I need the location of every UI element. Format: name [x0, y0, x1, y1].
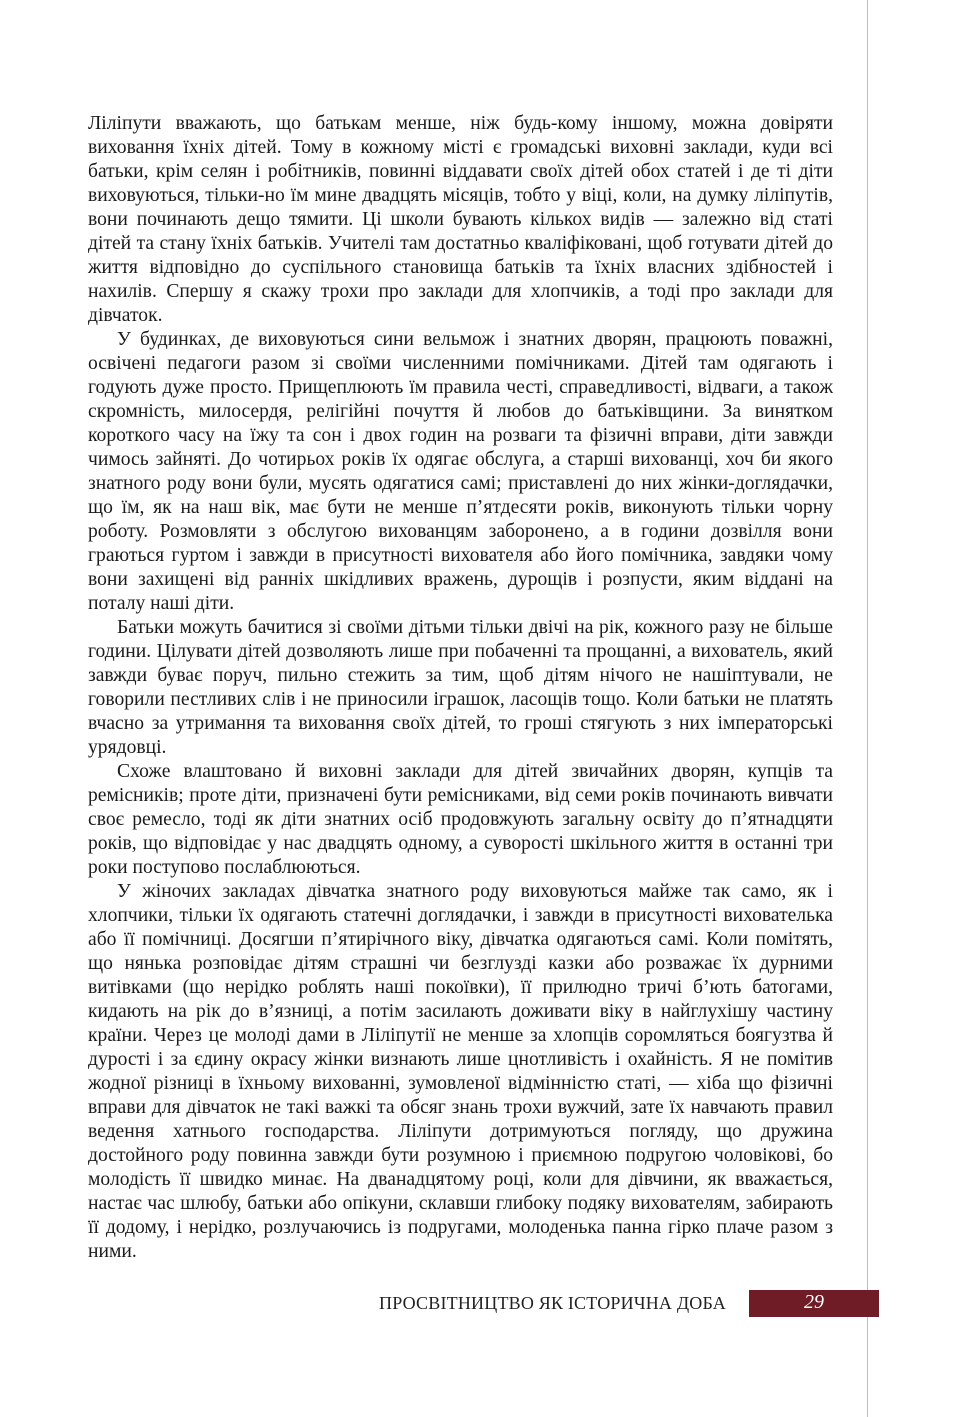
- page-number-badge: [749, 1290, 879, 1317]
- running-title: ПРОСВІТНИЦТВО ЯК ІСТОРИЧНА ДОБА: [379, 1293, 726, 1313]
- paragraph-4: Схоже влаштовано й виховні заклади для дітей звичайних дворян, купців та ремісників; проте діти, призначені бути ремісниками, від семи років починають вивчати своє ремесло, тоді як діти знатних осіб продовжують загальну освіту до п’ятнадцяти років, що відповідає у нас двадцять одному, а суворості шкільного життя в останні три роки поступово послаблюються.: [88, 761, 833, 878]
- body-text: [88, 112, 833, 1264]
- page-edge-line: [867, 0, 868, 1417]
- paragraph-2: У будинках, де виховуються сини вельмож і знатних дворян, працюють поважні, освічені педагоги разом зі своїми численними помічниками. Дітей там одягають і годують дуже просто. Прищеплюють їм правила честі, справедливості, відваги, а також скромність, милосердя, релігійні почуття й любов до батьківщини. За винятком короткого часу на їжу та сон і двох годин на розваги та фізичні вправи, діти завжди чимось зайняті. До чотирьох років їх одягає обслуга, а старші вихованці, хоч би якого знатного роду вони були, мусять одягатися самі; приставлені до них жінки-доглядачки, що їм, як на наш вік, має бути не менше п’ятдесяти років, виконують тільки чорну роботу. Розмовляти з обслугою вихованцям заборонено, а в години дозвілля вони граються гуртом і завжди в присутності вихователя або його помічника, завдяки чому вони захищені від ранніх шкідливих вражень, дурощів і розпусти, яким віддані на поталу наші діти.: [88, 329, 833, 614]
- paragraph-3: Батьки можуть бачитися зі своїми дітьми тільки двічі на рік, кожного разу не більше години. Цілувати дітей дозволяють лише при побаченні та прощанні, а вихователь, який завжди буває поруч, пильно стежить за тим, щоб дітям нічого не нашіптували, не говорили пестливих слів і не приносили іграшок, ласощів тощо. Коли батьки не платять вчасно за утримання та виховання своїх дітей, то гроші стягують з них імператорські урядовці.: [88, 617, 833, 758]
- page-number: 29: [804, 1291, 824, 1313]
- paragraph-1: Ліліпути вважають, що батькам менше, ніж будь-кому іншому, можна довіряти виховання їхніх дітей. Тому в кожному місті є громадські виховні заклади, куди всі батьки, крім селян і робітників, повинні віддавати своїх дітей обох статей і де ті діти виховуються, тільки-но їм мине двадцять місяців, тобто у віці, коли, на думку ліліпутів, вони починають дещо тямити. Ці школи бувають кількох видів — залежно від статі дітей та стану їхніх батьків. Учителі там достатньо кваліфіковані, щоб готувати дітей до життя відповідно до суспільного становища батьків та їхніх власних здібностей і нахилів. Спершу я скажу трохи про заклади для хлопчиків, а тоді про заклади для дівчаток.: [88, 113, 833, 326]
- paragraph-5: У жіночих закладах дівчатка знатного роду виховуються майже так само, як і хлопчики, тільки їх одягають статечні доглядачки, і завжди в присутності вихователька або її помічниці. Досягши п’ятирічного віку, дівчатка одягаються самі. Коли помітять, що нянька розповідає дітям страшні чи безглузді казки або розважає їх дурними витівками (що нерідко роблять наші покоївки), її прилюдно тричі б’ють батогами, кидають на рік до в’язниці, а потім засилають доживати віку в найглухішу частину країни. Через це молоді дами в Ліліпутії не менше за хлопців соромляться боягузтва й дурості і за єдину окрасу жінки визнають лише цнотливість і охайність. Я не помітив жодної різниці в їхньому вихованні, зумовленої відмінністю статі, — хіба що фізичні вправи для дівчаток не такі важкі та обсяг знань трохи вужчий, зате їх навчають правил ведення хатнього господарства. Ліліпути дотримуються погляду, що дружина достойного роду повинна завжди бути розумною і приємною подругою чоловікові, бо молодість її швидко минає. На дванадцятому році, коли для дівчини, як вважається, настає час шлюбу, батьки або опікуни, склавши глибоку подяку вихователям, забирають її додому, і нерідко, розлучаючись із подругами, молоденька панна гірко плаче разом з ними.: [88, 881, 833, 1262]
- page-footer: [0, 1290, 963, 1318]
